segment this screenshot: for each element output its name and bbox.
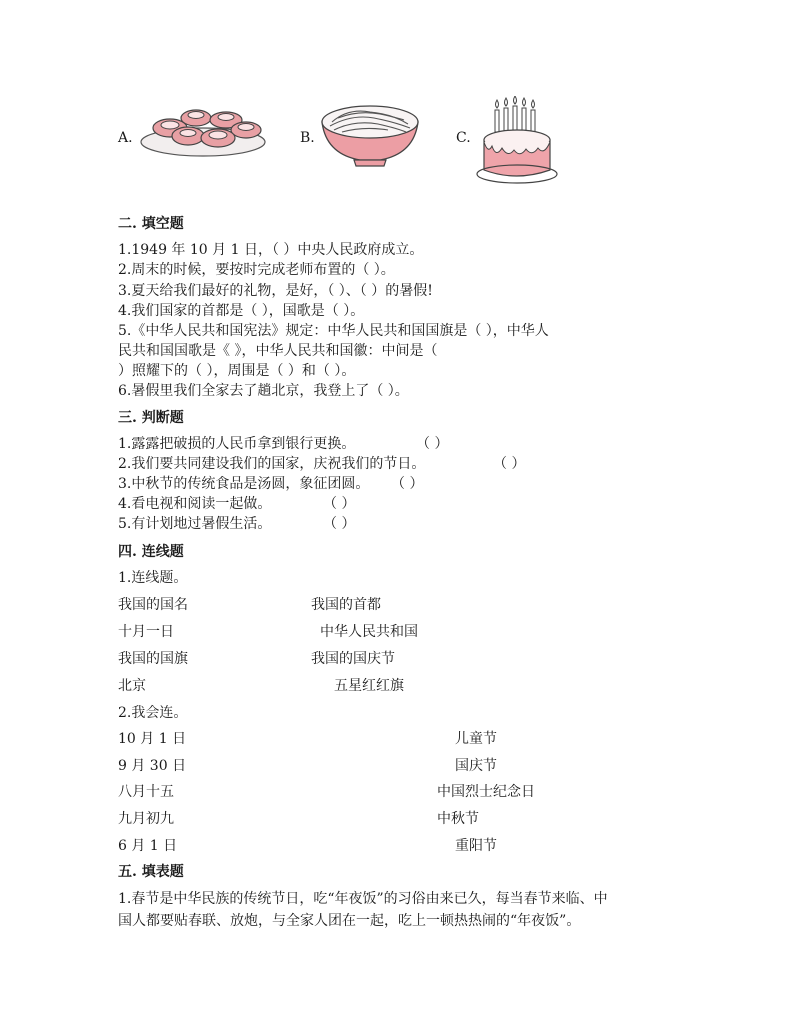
noodle-bowl-image [318, 96, 422, 168]
section-fill-blanks-title: 二. 填空题 [118, 216, 184, 232]
match2-right-item: 国庆节 [455, 758, 497, 774]
fill-question-6: 6.暑假里我们全家去了趟北京，我登上了（ ）。 [118, 383, 409, 399]
rice-cakes-plate-image [138, 98, 268, 160]
match1-left-item: 我国的国名 [118, 597, 188, 613]
match1-right-item: 五星红红旗 [334, 678, 404, 694]
table-question-line-2: 国人都要贴春联、放炮，与全家人团在一起，吃上一顿热热闹的“年夜饭”。 [118, 913, 581, 929]
match1-right-item: 我国的国庆节 [311, 651, 395, 667]
judge-item-2: 2.我们要共同建设我们的国家，庆祝我们的节日。 [118, 456, 426, 472]
judge-item-3-paren: （ ） [391, 476, 424, 492]
match2-right-item: 儿童节 [455, 731, 497, 747]
judge-item-3: 3.中秋节的传统食品是汤圆，象征团圆。 [118, 476, 370, 492]
match1-left-item: 十月一日 [118, 624, 174, 640]
match2-right-item: 重阳节 [455, 838, 497, 854]
judge-item-1-paren: （ ） [416, 436, 449, 452]
section-matching-title: 四. 连线题 [118, 544, 184, 560]
match1-right-item: 中华人民共和国 [320, 624, 418, 640]
birthday-cake-image [472, 96, 562, 186]
option-a-label: A. [118, 130, 133, 146]
matching-q2-title: 2.我会连。 [118, 705, 188, 721]
fill-question-5-line-3: ）照耀下的（ ），周围是（ ）和（ ）。 [118, 363, 356, 379]
option-c-label: C. [456, 130, 471, 146]
judge-item-4-paren: （ ） [323, 496, 356, 512]
fill-question-4: 4.我们国家的首都是（ ），国歌是（ ）。 [118, 303, 365, 319]
matching-q1-title: 1.连线题。 [118, 570, 188, 586]
match1-right-item: 我国的首都 [311, 597, 381, 613]
match2-right-item: 中国烈士纪念日 [437, 784, 535, 800]
match1-left-item: 我国的国旗 [118, 651, 188, 667]
match2-left-item: 6 月 1 日 [118, 838, 178, 854]
fill-question-5-line-2: 民共和国国歌是《 》，中华人民共和国徽：中间是（ [118, 343, 438, 359]
match1-left-item: 北京 [118, 678, 146, 694]
option-b-label: B. [300, 130, 315, 146]
section-table-title: 五. 填表题 [118, 864, 184, 880]
fill-question-5-line-1: 5.《中华人民共和国宪法》规定：中华人民共和国国旗是（ ），中华人 [118, 323, 549, 339]
match2-left-item: 9 月 30 日 [118, 758, 187, 774]
judge-item-1: 1.露露把破损的人民币拿到银行更换。 [118, 436, 356, 452]
judge-item-5: 5.有计划地过暑假生活。 [118, 516, 272, 532]
fill-question-3: 3.夏天给我们最好的礼物，是好，（ ）、（ ）的暑假! [118, 283, 433, 299]
match2-left-item: 九月初九 [118, 811, 174, 827]
match2-right-item: 中秋节 [437, 811, 479, 827]
fill-question-1: 1.1949 年 10 月 1 日，（ ）中央人民政府成立。 [118, 242, 424, 258]
match2-left-item: 八月十五 [118, 784, 174, 800]
judge-item-2-paren: （ ） [493, 456, 526, 472]
table-question-line-1: 1.春节是中华民族的传统节日，吃“年夜饭”的习俗由来已久，每当春节来临、中 [118, 891, 608, 907]
judge-item-5-paren: （ ） [323, 516, 356, 532]
fill-question-2: 2.周末的时候，要按时完成老师布置的（ ）。 [118, 262, 395, 278]
match2-left-item: 10 月 1 日 [118, 731, 187, 747]
section-judgement-title: 三. 判断题 [118, 410, 184, 426]
judge-item-4: 4.看电视和阅读一起做。 [118, 496, 272, 512]
